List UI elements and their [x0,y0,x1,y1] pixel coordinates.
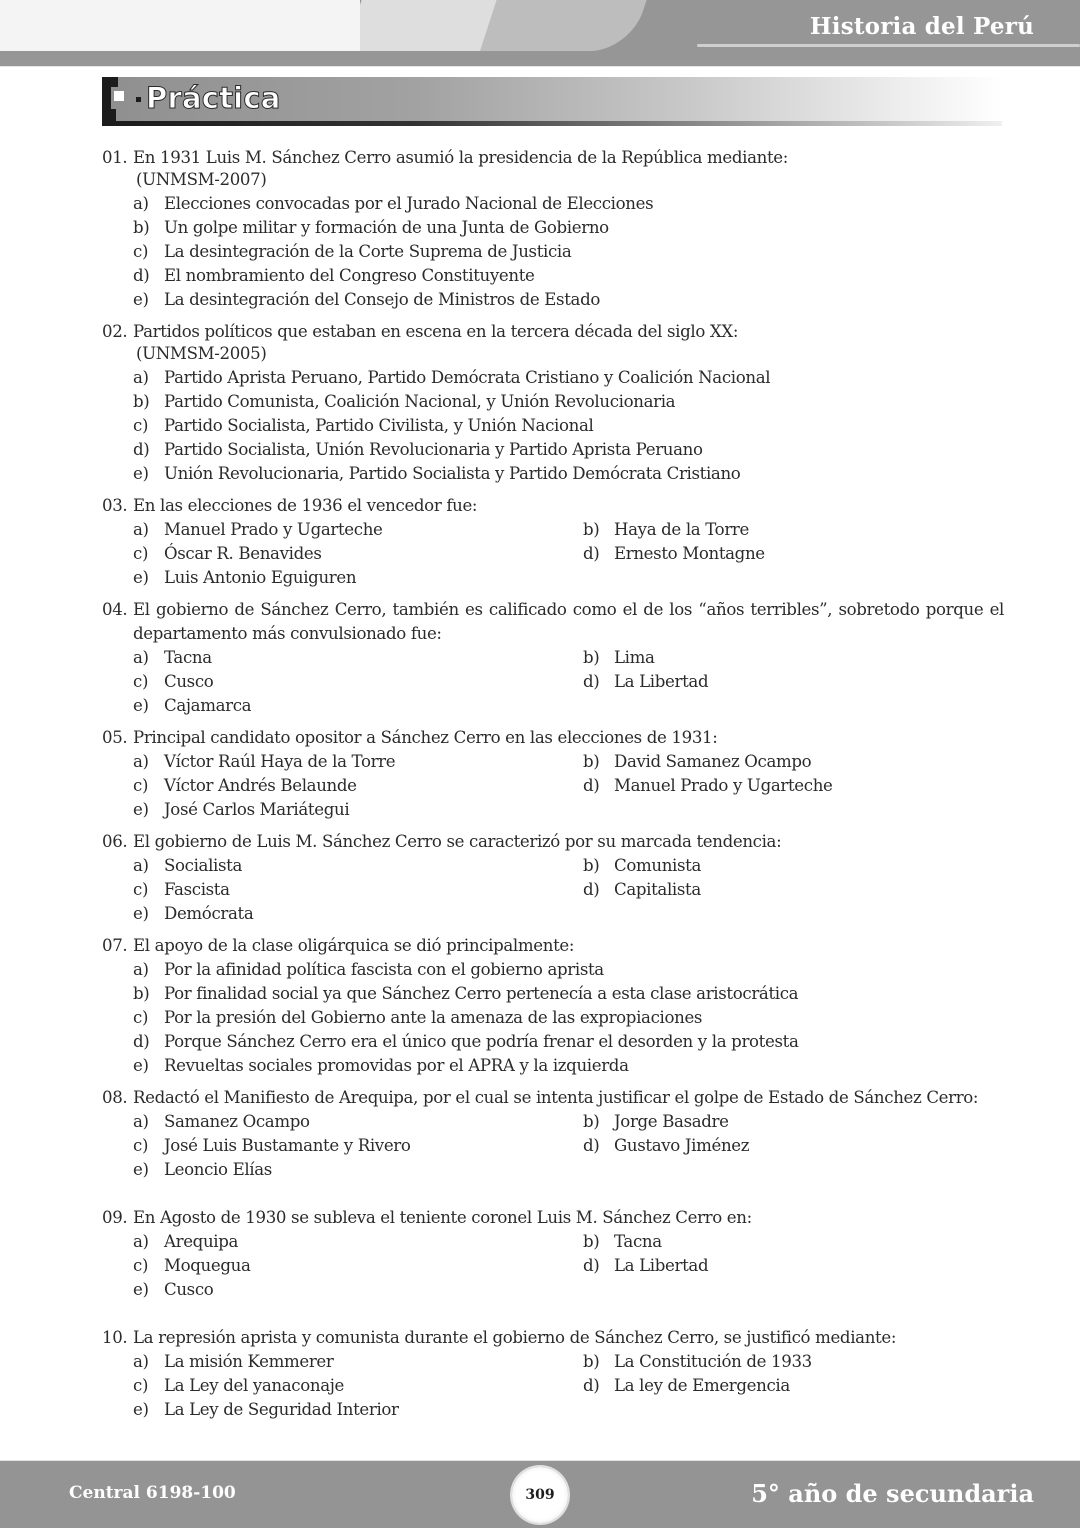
option-letter: a) [133,856,149,875]
answer-option [133,646,583,670]
question-text: Redactó el Manifiesto de Arequipa, por el cual se intenta justificar el golpe de Estado de Sánchez Cerro: [133,1088,979,1107]
banner-bullet-icon [136,97,141,102]
option-letter: a) [133,1112,149,1131]
header-divider [0,66,1080,67]
footer-phone: Central 6198-100 [69,1483,236,1503]
answer-option [133,518,583,542]
answer-options [102,854,1004,926]
answer-option [133,1054,1004,1078]
answer-option [133,438,1004,462]
option-text: La Libertad [614,1256,709,1275]
question-item [102,934,1004,1078]
question-text: Principal candidato opositor a Sánchez Cerro en las elecciones de 1931: [133,728,718,747]
question-list [102,146,1004,1430]
option-letter: b) [583,520,600,539]
question-stem [102,494,1004,518]
answer-option [133,542,583,566]
answer-options [102,750,1004,822]
page-footer [0,1460,1080,1528]
option-letter: e) [133,696,149,715]
answer-option [133,390,1004,414]
header-title-underline [697,44,1080,47]
question-item [102,146,1004,312]
footer-grade: 5° año de secundaria [751,1479,1034,1508]
section-banner [102,77,1002,127]
option-letter: a) [133,368,149,387]
question-item [102,1086,1004,1182]
option-letter: d) [583,1376,600,1395]
option-text: Elecciones convocadas por el Jurado Nacional de Elecciones [164,194,654,213]
banner-square-icon [102,77,118,87]
question-text: En 1931 Luis M. Sánchez Cerro asumió la presidencia de la República mediante: [133,148,789,167]
answer-option [133,902,583,926]
option-letter: b) [583,856,600,875]
answer-option [133,774,583,798]
option-letter: e) [133,1056,149,1075]
option-text: Manuel Prado y Ugarteche [614,776,833,795]
option-text: Arequipa [164,1232,239,1251]
question-stem [102,1206,1004,1230]
question-item [102,494,1004,590]
option-letter: c) [133,1256,149,1275]
answer-option [133,240,1004,264]
question-item [102,726,1004,822]
answer-option [133,1110,583,1134]
banner-underline [102,121,1002,126]
question-text: La represión aprista y comunista durante el gobierno de Sánchez Cerro, se justificó mediante: [133,1328,897,1347]
question-stem [102,598,1004,646]
question-stem [102,726,1004,750]
question-text: El gobierno de Luis M. Sánchez Cerro se caracterizó por su marcada tendencia: [133,832,782,851]
option-letter: a) [133,648,149,667]
answer-option [133,566,583,590]
page-header [0,0,1080,67]
option-letter: d) [583,880,600,899]
answer-option [583,774,1004,798]
option-text: La ley de Emergencia [614,1376,790,1395]
option-letter: e) [133,464,149,483]
answer-option [583,878,1004,902]
option-text: Luis Antonio Eguiguren [164,568,357,587]
option-text: Lima [614,648,655,667]
answer-option [133,414,1004,438]
question-text: El gobierno de Sánchez Cerro, también es calificado como el de los “años terribles”, sobretodo porque el departamento más convulsionado fue: [133,600,1004,643]
option-text: Fascista [164,880,230,899]
answer-options [102,192,1004,312]
question-source: (UNMSM-2005) [136,344,267,363]
answer-option [133,216,1004,240]
option-letter: c) [133,1136,149,1155]
answer-option [583,1254,1004,1278]
answer-option [133,1374,583,1398]
option-text: La Libertad [614,672,709,691]
page-number-badge [512,1467,568,1523]
answer-option [583,646,1004,670]
option-letter: d) [583,544,600,563]
question-number: 09. [102,1208,128,1227]
header-decor-band-mid [480,0,647,51]
option-text: Unión Revolucionaria, Partido Socialista y Partido Demócrata Cristiano [164,464,741,483]
question-item [102,830,1004,926]
question-number: 01. [102,148,128,167]
option-text: La Ley del yanaconaje [164,1376,345,1395]
question-number: 04. [102,600,128,619]
answer-option [583,750,1004,774]
question-number: 03. [102,496,128,515]
option-letter: e) [133,1280,149,1299]
option-text: Porque Sánchez Cerro era el único que podría frenar el desorden y la protesta [164,1032,799,1051]
answer-option [133,750,583,774]
answer-option [133,288,1004,312]
question-text: Partidos políticos que estaban en escena en la tercera década del siglo XX: [133,322,739,341]
answer-option [133,1398,583,1422]
option-letter: a) [133,1352,149,1371]
question-number: 08. [102,1088,128,1107]
option-text: Socialista [164,856,243,875]
option-letter: a) [133,1232,149,1251]
answer-option [133,982,1004,1006]
answer-option [583,542,1004,566]
page-number: 309 [525,1487,555,1503]
option-text: Víctor Raúl Haya de la Torre [164,752,396,771]
option-text: Tacna [164,648,212,667]
question-number: 05. [102,728,128,747]
answer-option [133,192,1004,216]
option-letter: b) [583,1232,600,1251]
answer-option [133,694,583,718]
option-text: Por finalidad social ya que Sánchez Cerro pertenecía a esta clase aristocrática [164,984,799,1003]
answer-options [102,518,1004,590]
question-stem [102,1086,1004,1110]
option-letter: c) [133,776,149,795]
answer-option [133,1134,583,1158]
option-text: Por la presión del Gobierno ante la amenaza de las expropiaciones [164,1008,703,1027]
answer-options [102,1110,1004,1182]
option-letter: b) [583,1112,600,1131]
option-text: Cusco [164,672,214,691]
answer-option [133,1006,1004,1030]
option-letter: e) [133,800,149,819]
question-number: 10. [102,1328,128,1347]
answer-option [133,1254,583,1278]
header-title: Historia del Perú [809,13,1034,40]
answer-option [133,462,1004,486]
option-text: Óscar R. Benavides [164,544,322,563]
option-letter: b) [133,218,150,237]
option-letter: c) [133,242,149,261]
answer-options [102,366,1004,486]
option-letter: b) [133,392,150,411]
option-text: José Carlos Mariátegui [164,800,350,819]
option-text: Manuel Prado y Ugarteche [164,520,383,539]
option-letter: e) [133,904,149,923]
option-text: La Constitución de 1933 [614,1352,812,1371]
option-text: Un golpe militar y formación de una Junta de Gobierno [164,218,609,237]
answer-option [133,1158,583,1182]
option-letter: d) [133,440,150,459]
answer-options [102,1350,1004,1422]
option-text: Gustavo Jiménez [614,1136,750,1155]
answer-option [583,518,1004,542]
question-item [102,320,1004,486]
answer-option [133,670,583,694]
option-text: Cajamarca [164,696,252,715]
answer-option [583,1350,1004,1374]
option-text: Por la afinidad política fascista con el gobierno aprista [164,960,604,979]
option-text: Moquegua [164,1256,251,1275]
answer-option [583,670,1004,694]
option-text: La misión Kemmerer [164,1352,334,1371]
answer-option [133,1030,1004,1054]
option-text: Partido Socialista, Partido Civilista, y Unión Nacional [164,416,594,435]
answer-option [133,1278,583,1302]
option-letter: c) [133,880,149,899]
option-text: Comunista [614,856,702,875]
question-stem [102,934,1004,958]
option-letter: d) [583,1136,600,1155]
option-text: Cusco [164,1280,214,1299]
option-letter: c) [133,1376,149,1395]
option-letter: d) [133,266,150,285]
option-letter: d) [583,776,600,795]
option-letter: d) [133,1032,150,1051]
question-number: 06. [102,832,128,851]
option-text: Partido Comunista, Coalición Nacional, y Unión Revolucionaria [164,392,676,411]
option-letter: e) [133,1160,149,1179]
answer-option [133,264,1004,288]
question-number: 07. [102,936,128,955]
option-text: La desintegración del Consejo de Ministros de Estado [164,290,600,309]
option-text: Partido Socialista, Unión Revolucionaria y Partido Aprista Peruano [164,440,703,459]
option-letter: e) [133,1400,149,1419]
option-letter: a) [133,960,149,979]
option-letter: c) [133,1008,149,1027]
answer-options [102,958,1004,1078]
option-letter: a) [133,752,149,771]
answer-option [583,854,1004,878]
option-letter: e) [133,568,149,587]
option-letter: c) [133,544,149,563]
option-text: La Ley de Seguridad Interior [164,1400,399,1419]
option-letter: b) [583,1352,600,1371]
option-letter: e) [133,290,149,309]
option-letter: b) [133,984,150,1003]
option-letter: c) [133,416,149,435]
answer-option [133,854,583,878]
answer-option [133,1350,583,1374]
option-letter: d) [583,672,600,691]
answer-option [133,366,1004,390]
option-text: Tacna [614,1232,662,1251]
banner-square-icon [102,109,116,126]
question-item [102,598,1004,718]
question-stem [102,830,1004,854]
question-text: En las elecciones de 1936 el vencedor fue: [133,496,478,515]
question-stem [102,1326,1004,1350]
answer-option [583,1374,1004,1398]
answer-option [133,878,583,902]
question-item [102,1326,1004,1422]
option-letter: b) [583,752,600,771]
option-text: Revueltas sociales promovidas por el APRA y la izquierda [164,1056,629,1075]
option-text: El nombramiento del Congreso Constituyente [164,266,535,285]
question-number: 02. [102,322,128,341]
question-text: En Agosto de 1930 se subleva el teniente coronel Luis M. Sánchez Cerro en: [133,1208,752,1227]
answer-options [102,646,1004,718]
question-text: El apoyo de la clase oligárquica se dió principalmente: [133,936,575,955]
header-decor-band-white [0,0,360,51]
question-item [102,1206,1004,1302]
option-text: José Luis Bustamante y Rivero [164,1136,411,1155]
answer-option [583,1110,1004,1134]
option-letter: a) [133,194,149,213]
option-text: Partido Aprista Peruano, Partido Demócrata Cristiano y Coalición Nacional [164,368,771,387]
option-letter: d) [583,1256,600,1275]
answer-option [583,1134,1004,1158]
option-text: La desintegración de la Corte Suprema de Justicia [164,242,572,261]
section-title: Práctica [146,81,281,115]
answer-option [133,1230,583,1254]
option-text: David Samanez Ocampo [614,752,812,771]
option-text: Ernesto Montagne [614,544,765,563]
banner-white-square-icon [114,91,124,101]
option-text: Leoncio Elías [164,1160,272,1179]
answer-options [102,1230,1004,1302]
answer-option [133,958,1004,982]
question-stem [102,146,1004,170]
option-letter: a) [133,520,149,539]
answer-option [583,1230,1004,1254]
option-text: Haya de la Torre [614,520,749,539]
option-text: Samanez Ocampo [164,1112,310,1131]
question-stem [102,320,1004,344]
option-text: Jorge Basadre [614,1112,729,1131]
option-letter: c) [133,672,149,691]
option-letter: b) [583,648,600,667]
option-text: Demócrata [164,904,254,923]
question-source: (UNMSM-2007) [136,170,267,189]
answer-option [133,798,583,822]
option-text: Capitalista [614,880,701,899]
option-text: Víctor Andrés Belaunde [164,776,357,795]
